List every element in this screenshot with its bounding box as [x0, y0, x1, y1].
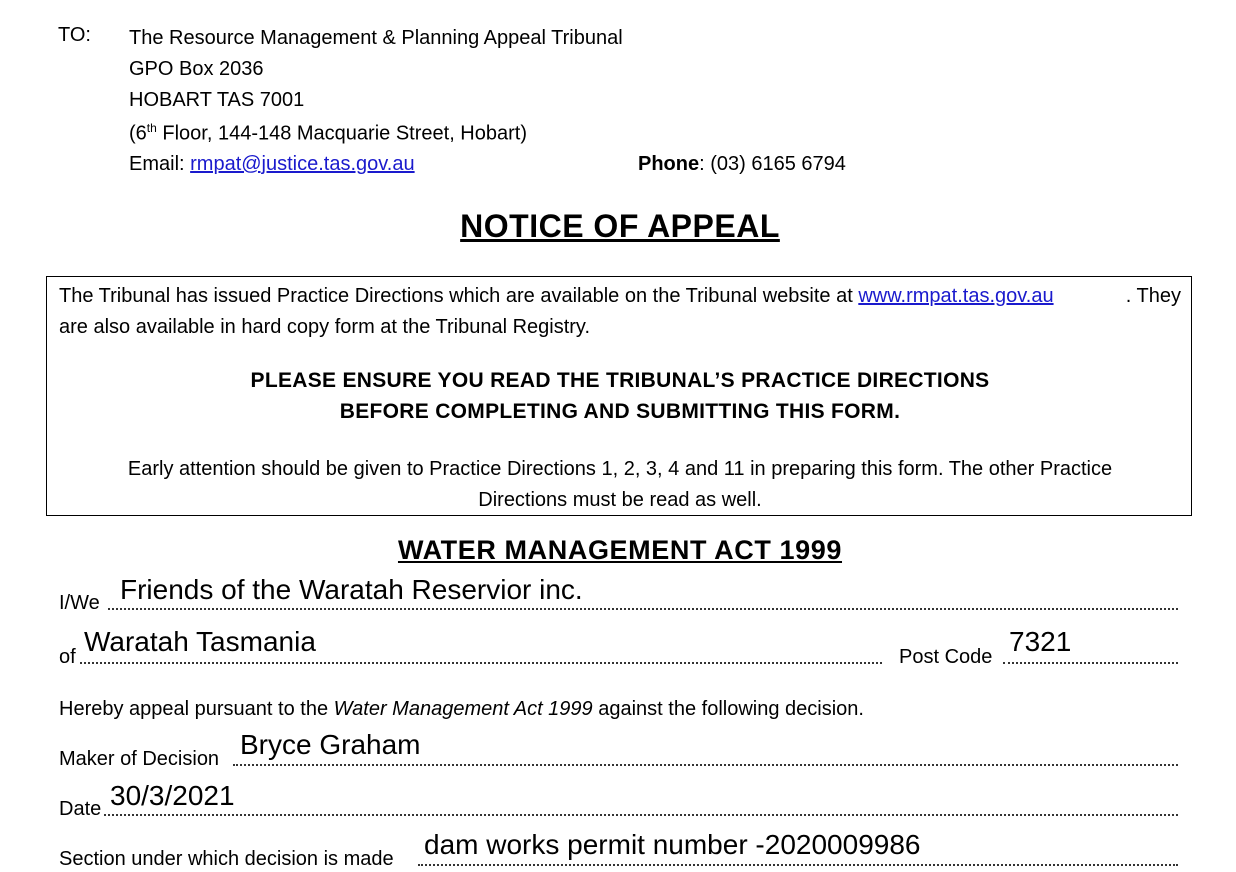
phone-label: Phone: [638, 153, 700, 175]
address-line-4: [129, 121, 527, 146]
email-link[interactable]: rmpat@justice.tas.gov.au: [190, 153, 415, 175]
hereby-pre: Hereby appeal pursuant to the: [59, 698, 334, 720]
notice-para-1-pre: The Tribunal has issued Practice Directions which are available on the Tribunal website at: [59, 285, 859, 307]
postcode-dotted-line: [1003, 662, 1178, 664]
maker-label: Maker of Decision: [59, 748, 220, 770]
hereby-post: against the following decision.: [592, 698, 864, 720]
maker-value[interactable]: Bryce Graham: [240, 729, 421, 760]
postcode-label: Post Code: [899, 646, 993, 668]
address-line-2: GPO Box 2036: [129, 58, 264, 80]
hereby-act: Water Management Act 1999: [333, 698, 593, 720]
section-title: WATER MANAGEMENT ACT 1999: [397, 535, 843, 565]
of-value[interactable]: Waratah Tasmania: [84, 626, 316, 657]
notice-para-1: [59, 281, 1054, 312]
address-line-4-post: Floor, 144-148 Macquarie Street, Hobart): [156, 122, 527, 145]
date-value[interactable]: 30/3/2021: [110, 780, 235, 811]
attention-line-1: Early attention should be given to Practice Directions 1, 2, 3, 4 and 11 in preparing this form. The other Practice: [127, 458, 1113, 480]
address-line-4-sup: th: [146, 121, 157, 135]
page-title: NOTICE OF APPEAL: [460, 208, 780, 244]
postcode-value[interactable]: 7321: [1009, 626, 1072, 657]
notice-para-1-line-2: are also available in hard copy form at the Tribunal Registry.: [59, 316, 591, 338]
iwe-label: I/We: [59, 592, 100, 614]
warning-line-1: PLEASE ENSURE YOU READ THE TRIBUNAL’S PRACTICE DIRECTIONS: [250, 369, 990, 392]
section-value[interactable]: dam works permit number -2020009986: [424, 829, 921, 860]
date-dotted-line: [104, 814, 1178, 816]
maker-dotted-line: [233, 764, 1178, 766]
section-dotted-line: [418, 864, 1178, 866]
hereby-statement: [59, 698, 864, 721]
date-label: Date: [59, 798, 102, 820]
phone-line: [638, 153, 846, 176]
iwe-value[interactable]: Friends of the Waratah Reservior inc.: [120, 574, 583, 605]
section-label: Section under which decision is made: [59, 848, 394, 870]
phone-value: : (03) 6165 6794: [699, 153, 846, 175]
website-link[interactable]: www.rmpat.tas.gov.au: [858, 285, 1054, 307]
address-line-1: The Resource Management & Planning Appeal Tribunal: [129, 27, 623, 49]
practice-directions-notice: [46, 276, 1192, 516]
attention-line-2: Directions must be read as well.: [478, 489, 762, 511]
of-dotted-line: [80, 662, 882, 664]
email-label: Email:: [129, 153, 191, 175]
iwe-dotted-line: [108, 608, 1178, 610]
to-label: TO:: [58, 24, 91, 46]
address-line-4-pre: (6: [129, 122, 147, 145]
of-label: of: [59, 646, 76, 668]
email-line: [129, 153, 415, 176]
warning-line-2: BEFORE COMPLETING AND SUBMITTING THIS FORM.: [339, 400, 901, 423]
notice-para-1-end: . They: [1125, 285, 1181, 307]
address-line-3: HOBART TAS 7001: [129, 89, 305, 111]
